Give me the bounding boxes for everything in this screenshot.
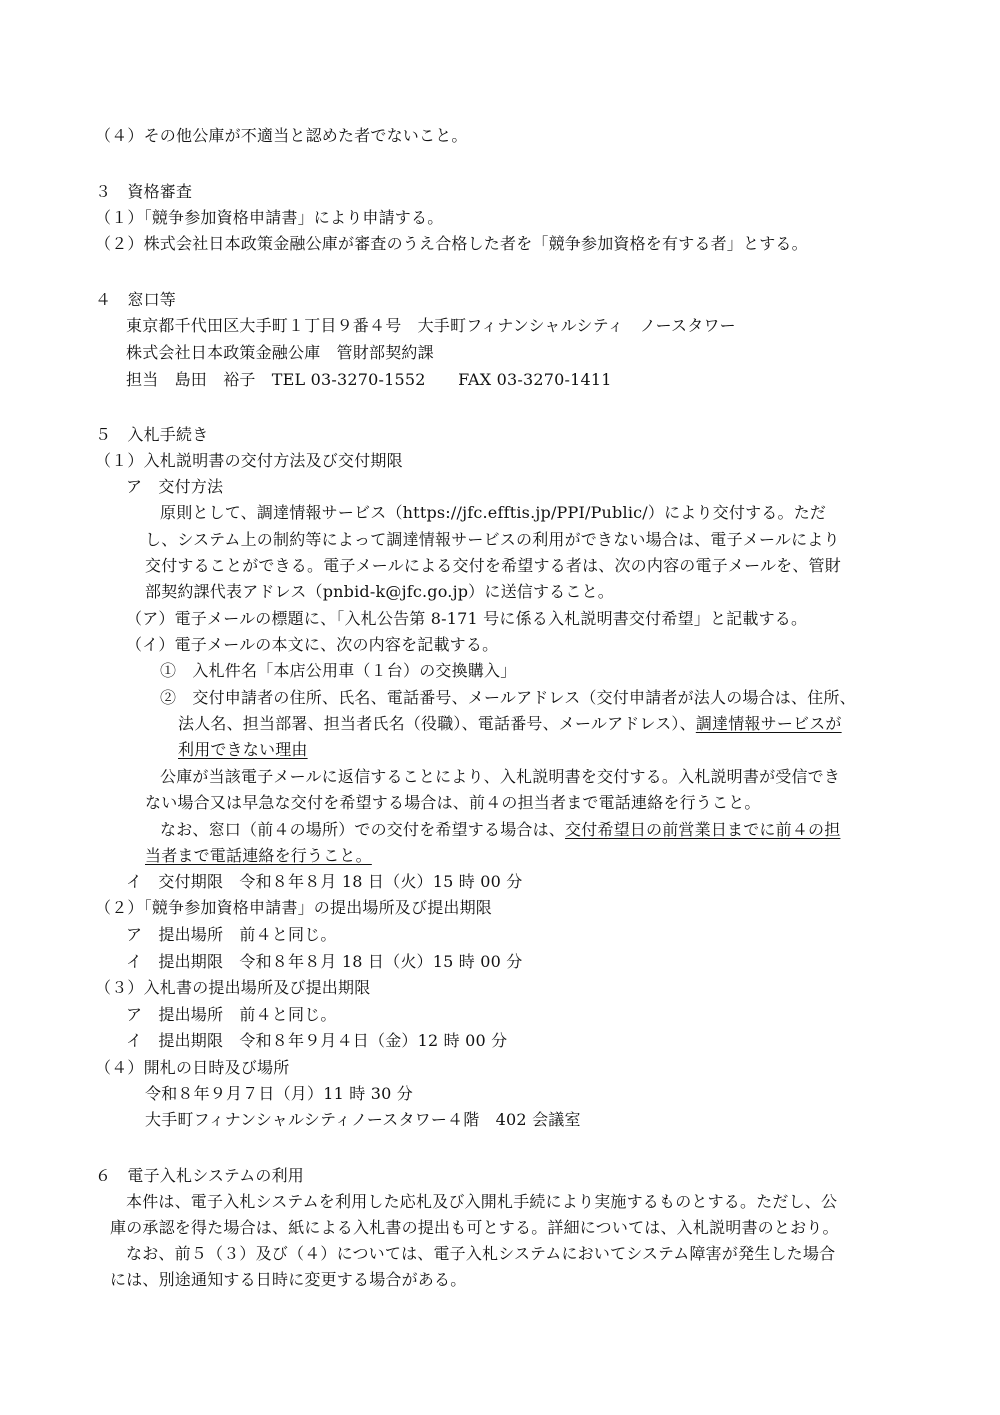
submission-place: ア 提出場所 前４と同じ。 <box>126 925 337 944</box>
section-5-item-1-heading: （１）入札説明書の交付方法及び交付期限 <box>95 451 403 470</box>
reply-paragraph-line: ない場合又は早急な交付を希望する場合は、前４の担当者まで電話連絡を行うこと。 <box>145 793 761 812</box>
delivery-method-paragraph-line: し、システム上の制約等によって調達情報サービスの利用ができない場合は、電子メールにより <box>145 530 840 549</box>
section-3-item-2: （２）株式会社日本政策金融公庫が審査のうえ合格した者を「競争参加資格を有する者」とする。 <box>95 234 808 253</box>
delivery-method-paragraph-line: 原則として、調達情報サービス（https://jfc.efftis.jp/PPI/Public/）により交付する。ただ <box>160 503 827 522</box>
email-subject-instruction: （ア）電子メールの標題に、「入札公告第 8-171 号に係る入札説明書交付希望」と記載する。 <box>126 609 808 628</box>
email-body-instruction: （イ）電子メールの本文に、次の内容を記載する。 <box>126 635 499 654</box>
section-6-paragraph-line: には、別途通知する日時に変更する場合がある。 <box>110 1270 467 1289</box>
opening-datetime: 令和８年９月７日（月）11 時 30 分 <box>145 1084 413 1103</box>
bid-submission-deadline: イ 提出期限 令和８年９月４日（金）12 時 00 分 <box>126 1031 508 1050</box>
underlined-text: 交付希望日の前営業日までに前４の担 <box>565 820 841 839</box>
reply-paragraph-line: 公庫が当該電子メールに返信することにより、入札説明書を交付する。入札説明書が受信でき <box>160 767 841 786</box>
section-6-paragraph-line: 本件は、電子入札システムを利用した応札及び入開札手続により実施するものとする。ただし、公 <box>126 1192 838 1211</box>
email-body-item-2: ② 交付申請者の住所、氏名、電話番号、メールアドレス（交付申請者が法人の場合は、住所、 <box>160 688 856 707</box>
contact-address: 東京都千代田区大手町１丁目９番４号 大手町フィナンシャルシティ ノースタワー <box>126 316 736 335</box>
delivery-deadline: イ 交付期限 令和８年８月 18 日（火）15 時 00 分 <box>126 872 523 891</box>
email-body-item-1: ① 入札件名「本店公用車（１台）の交換購入」 <box>160 661 517 680</box>
section-6-heading: ６ 電子入札システムの利用 <box>95 1166 305 1185</box>
section-4-heading: ４ 窓口等 <box>95 290 177 309</box>
contact-organization: 株式会社日本政策金融公庫 管財部契約課 <box>126 343 434 362</box>
section-6-paragraph-line: 庫の承認を得た場合は、紙による入札書の提出も可とする。詳細については、入札説明書のとおり。 <box>110 1218 839 1237</box>
underlined-text: 調達情報サービスが <box>695 714 842 733</box>
section-5-item-3-heading: （３）入札書の提出場所及び提出期限 <box>95 978 371 997</box>
section-5-item-4-heading: （４）開札の日時及び場所 <box>95 1058 290 1077</box>
delivery-method-paragraph-line: 交付することができる。電子メールによる交付を希望する者は、次の内容の電子メールを、管財 <box>145 556 841 575</box>
delivery-method-heading: ア 交付方法 <box>126 477 224 496</box>
underlined-phone-contact-text: 当者まで電話連絡を行うこと。 <box>145 846 372 865</box>
section-5-heading: ５ 入札手続き <box>95 425 209 444</box>
bid-submission-place: ア 提出場所 前４と同じ。 <box>126 1005 337 1024</box>
section-3-item-1: （１）「競争参加資格申請書」により申請する。 <box>95 208 444 227</box>
underlined-reason-text: 利用できない理由 <box>178 740 308 759</box>
submission-deadline: イ 提出期限 令和８年８月 18 日（火）15 時 00 分 <box>126 952 523 971</box>
item-4-not-inappropriate: （４）その他公庫が不適当と認めた者でないこと。 <box>95 126 468 145</box>
section-3-heading: ３ 資格審査 <box>95 182 193 201</box>
plain-text: 法人名、担当部署、担当者氏名（役職）、電話番号、メールアドレス）、 <box>178 714 696 733</box>
counter-delivery-paragraph-line <box>160 820 840 840</box>
email-body-item-2-continued <box>178 714 842 734</box>
contact-person: 担当 島田 裕子 TEL 03-3270-1552 FAX 03-3270-1411 <box>126 370 612 389</box>
delivery-method-paragraph-line: 部契約課代表アドレス（pnbid-k@jfc.go.jp）に送信すること。 <box>145 582 614 601</box>
opening-location: 大手町フィナンシャルシティノースタワー４階 402 会議室 <box>145 1110 581 1129</box>
section-6-paragraph-line: なお、前５（３）及び（４）については、電子入札システムにおいてシステム障害が発生した場合 <box>126 1244 836 1263</box>
plain-text: なお、窓口（前４の場所）での交付を希望する場合は、 <box>160 820 566 839</box>
section-5-item-2-heading: （２）「競争参加資格申請書」の提出場所及び提出期限 <box>95 898 493 917</box>
